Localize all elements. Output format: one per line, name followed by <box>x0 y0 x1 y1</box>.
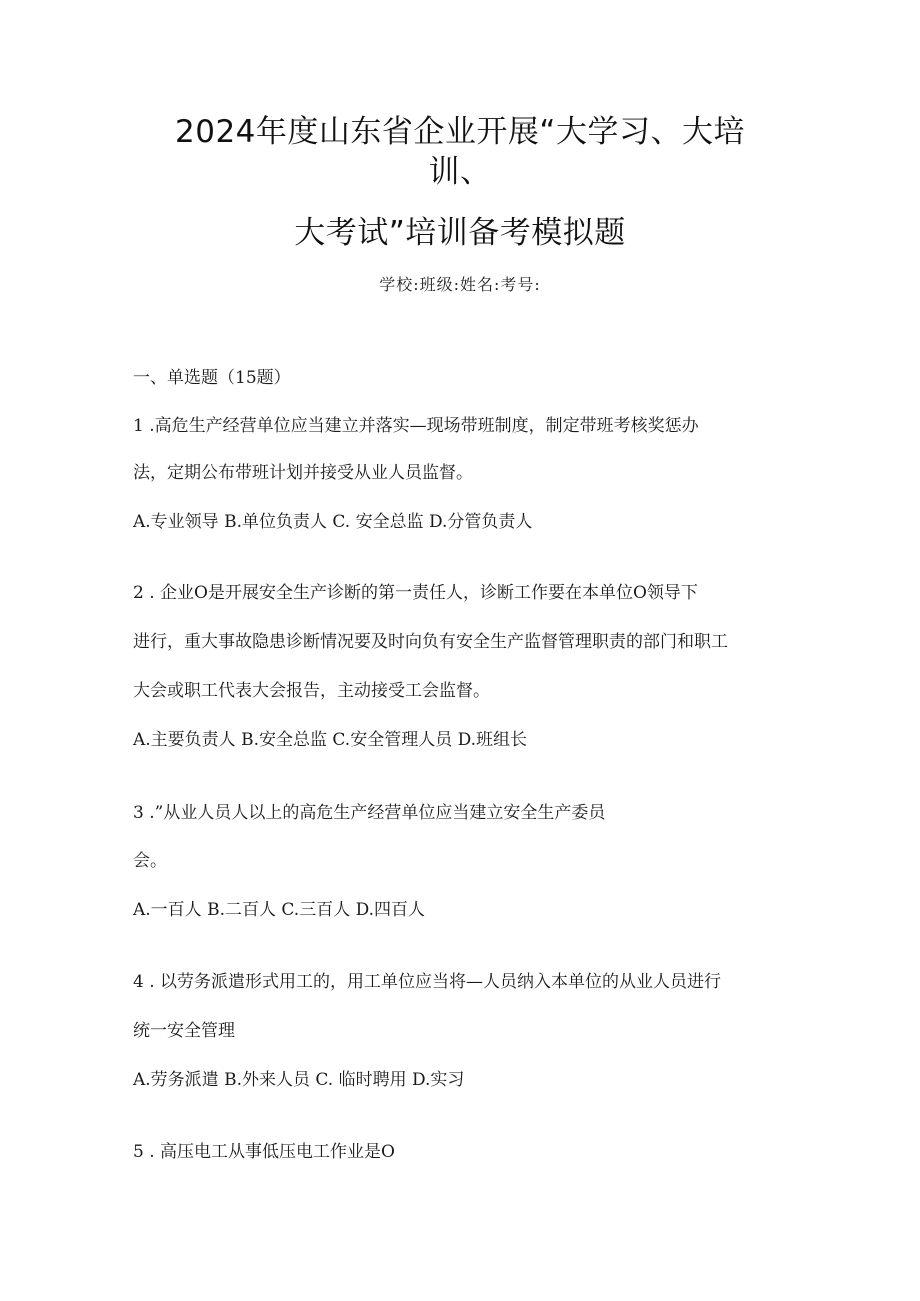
section-heading: 一、单选题（15题） <box>133 368 291 388</box>
question-1-text-line-2: 法，定期公布带班计划并接受从业人员监督。 <box>133 463 473 483</box>
question-2-text-line-1: 2 . 企业O是开展安全生产诊断的第一责任人，诊断工作要在本单位O领导下 <box>133 583 698 603</box>
question-2-text-line-2: 进行，重大事故隐患诊断情况要及时向负有安全生产监督管理职责的部门和职工 <box>133 632 728 652</box>
question-3-text-line-2: 会。 <box>133 851 167 871</box>
student-info-line: 学校:班级:姓名:考号: <box>379 275 541 294</box>
question-3-options: A.一百人 B.二百人 C.三百人 D.四百人 <box>133 900 426 920</box>
question-4-options: A.劳务派遣 B.外来人员 C. 临时聘用 D.实习 <box>133 1070 465 1090</box>
question-4-text-line-1: 4 . 以劳务派遣形式用工的，用工单位应当将—人员纳入本单位的从业人员进行 <box>133 972 722 992</box>
question-4-text-line-2: 统一安全管理 <box>133 1021 235 1041</box>
document-title-line-2: 训、 <box>428 154 492 190</box>
question-3-text-line-1: 3 .”从业人员人以上的高危生产经营单位应当建立安全生产委员 <box>133 803 606 823</box>
question-5-text-line-1: 5 . 高压电工从事低压电工作业是O <box>133 1142 395 1162</box>
question-1-options: A.专业领导 B.单位负责人 C. 安全总监 D.分管负责人 <box>133 512 533 532</box>
document-title-line-3: 大考试”培训备考模拟题 <box>294 215 626 251</box>
question-2-text-line-3: 大会或职工代表大会报告，主动接受工会监督。 <box>133 681 490 701</box>
question-1-text-line-1: 1 .高危生产经营单位应当建立并落实—现场带班制度，制定带班考核奖惩办 <box>133 416 699 436</box>
question-2-options: A.主要负责人 B.安全总监 C.安全管理人员 D.班组长 <box>133 730 528 750</box>
document-title-line-1: 2024年度山东省企业开展“大学习、大培 <box>175 114 745 150</box>
